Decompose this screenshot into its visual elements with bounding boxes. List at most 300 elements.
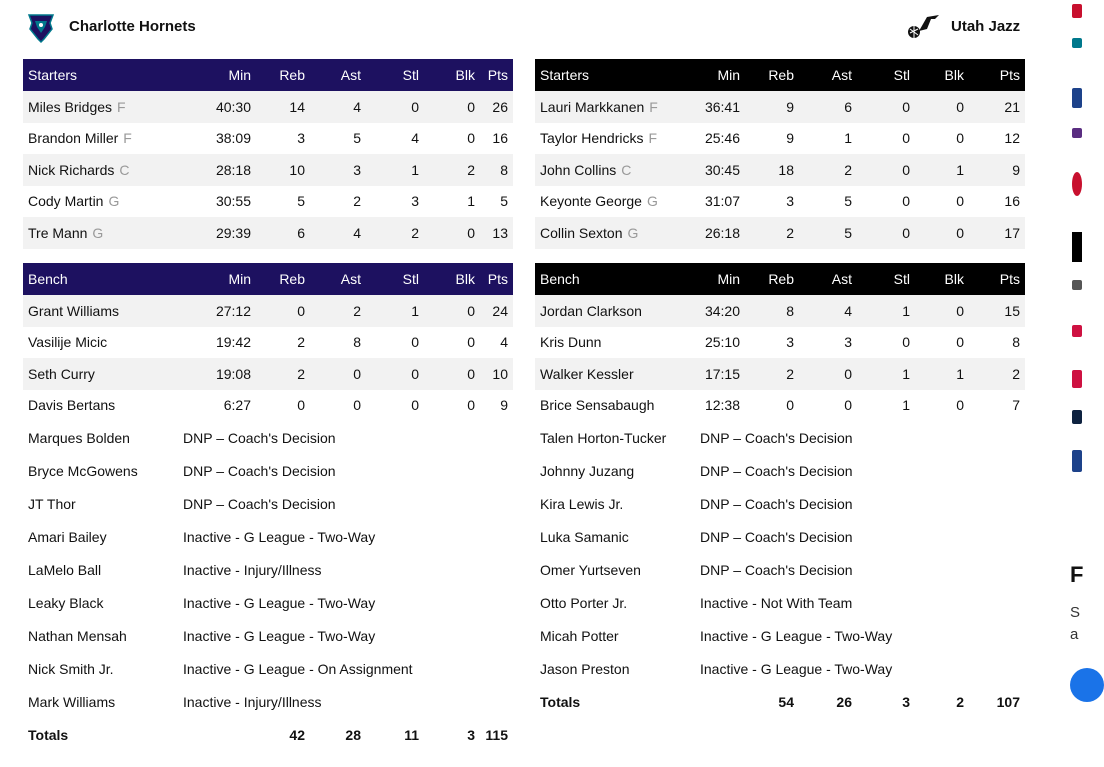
column-header: Blk xyxy=(915,59,969,91)
stat-blk: 0 xyxy=(467,334,475,351)
player-cell xyxy=(23,186,178,218)
dnp-status: DNP – Coach's Decision xyxy=(183,462,336,479)
stat-blk: 0 xyxy=(424,358,480,390)
away-team-name: Utah Jazz xyxy=(951,17,1021,35)
stat-min xyxy=(695,685,745,718)
player-cell xyxy=(23,295,178,327)
player-cell xyxy=(23,217,178,249)
stat-ast: 3 xyxy=(310,154,366,186)
stat-reb: 2 xyxy=(745,217,799,249)
player-name-link[interactable]: Keyonte George xyxy=(540,193,642,210)
player-name-link[interactable]: Tre Mann xyxy=(28,224,88,241)
total-ast: 26 xyxy=(836,693,852,710)
column-header: Blk xyxy=(424,59,480,91)
stat-reb: 9 xyxy=(786,130,794,147)
stat-blk: 0 xyxy=(915,217,969,249)
stat-min: 25:46 xyxy=(704,130,740,147)
player-cell xyxy=(535,123,695,155)
stat-pts: 16 xyxy=(492,130,508,147)
player-cell xyxy=(535,295,695,327)
player-name-link[interactable]: Kira Lewis Jr. xyxy=(540,495,624,512)
player-cell xyxy=(535,553,695,586)
player-cell xyxy=(23,553,178,586)
player-position: F xyxy=(649,98,658,115)
total-pts: 115 xyxy=(485,726,508,743)
stat-pts: 15 xyxy=(969,295,1025,327)
player-cell xyxy=(535,454,695,487)
player-name-link[interactable]: Marques Bolden xyxy=(28,429,130,446)
player-name-link[interactable]: Brice Sensabaugh xyxy=(540,397,655,414)
team-logo-icon[interactable] xyxy=(1072,450,1082,472)
jazz-logo-icon xyxy=(905,9,941,43)
player-cell xyxy=(535,217,695,249)
column-header: Stl xyxy=(366,263,424,295)
sidebar-text-fragment: S xyxy=(1070,604,1081,621)
home-starters-header xyxy=(23,59,513,91)
player-cell xyxy=(23,154,178,186)
team-logo-icon[interactable] xyxy=(1072,128,1082,138)
stat-min: 36:41 xyxy=(695,91,745,123)
player-name-link[interactable]: Collin Sexton xyxy=(540,224,623,241)
team-logo-icon[interactable] xyxy=(1072,4,1082,18)
stat-reb: 18 xyxy=(745,154,799,186)
stat-min: 30:45 xyxy=(695,154,745,186)
home-team-header[interactable] xyxy=(23,8,196,44)
player-name-link[interactable]: John Collins xyxy=(540,161,617,178)
player-name-link[interactable]: Seth Curry xyxy=(28,365,95,382)
dnp-status: DNP – Coach's Decision xyxy=(700,462,853,479)
column-header: Pts xyxy=(480,59,513,91)
totals-label: Totals xyxy=(28,726,69,743)
dnp-row[interactable] xyxy=(23,652,513,685)
player-name-link[interactable]: Omer Yurtseven xyxy=(540,561,641,578)
stat-blk: 2 xyxy=(424,154,480,186)
stat-pts: 24 xyxy=(480,295,513,327)
stat-pts: 13 xyxy=(480,217,513,249)
column-header: Reb xyxy=(745,59,799,91)
column-header: Bench xyxy=(535,263,695,295)
dnp-status: DNP – Coach's Decision xyxy=(183,429,336,446)
player-name-link[interactable]: LaMelo Ball xyxy=(28,561,102,578)
stat-pts: 12 xyxy=(1004,130,1020,147)
stat-min: 6:27 xyxy=(223,397,251,414)
stat-blk: 0 xyxy=(915,295,969,327)
stat-stl: 0 xyxy=(411,334,419,351)
stat-ast: 1 xyxy=(844,130,852,147)
stat-min: 38:09 xyxy=(215,130,251,147)
total-blk: 2 xyxy=(956,693,964,710)
player-cell xyxy=(23,619,178,652)
action-button[interactable] xyxy=(1070,668,1104,702)
player-name-link[interactable]: Nathan Mensah xyxy=(28,627,127,644)
cropped-sidebar xyxy=(1062,0,1084,767)
stat-reb: 2 xyxy=(745,358,799,390)
player-cell xyxy=(23,685,178,718)
stat-blk: 0 xyxy=(424,217,480,249)
dnp-row[interactable] xyxy=(535,487,1025,520)
table-row[interactable] xyxy=(23,295,513,327)
player-cell xyxy=(23,652,178,685)
stat-reb: 2 xyxy=(256,358,310,390)
stat-blk: 0 xyxy=(424,91,480,123)
dnp-row[interactable] xyxy=(23,586,513,619)
stat-ast: 5 xyxy=(844,193,852,210)
stat-reb: 9 xyxy=(745,91,799,123)
column-header: Stl xyxy=(857,263,915,295)
dnp-row[interactable] xyxy=(535,553,1025,586)
player-cell xyxy=(23,390,178,422)
player-cell xyxy=(23,520,178,553)
player-cell xyxy=(535,186,695,218)
totals-label: Totals xyxy=(540,693,581,710)
stat-reb: 2 xyxy=(297,334,305,351)
table-row[interactable] xyxy=(535,186,1025,218)
player-name-link[interactable]: Amari Bailey xyxy=(28,528,107,545)
team-logo-icon[interactable] xyxy=(1072,370,1082,388)
player-cell xyxy=(535,520,695,553)
stat-blk: 0 xyxy=(915,91,969,123)
stat-min: 29:39 xyxy=(178,217,256,249)
player-position: C xyxy=(119,161,130,178)
stat-pts: 21 xyxy=(969,91,1025,123)
table-row[interactable] xyxy=(23,123,513,155)
column-header: Reb xyxy=(256,59,310,91)
stat-blk: 1 xyxy=(915,154,969,186)
player-cell xyxy=(23,123,178,155)
player-cell xyxy=(535,421,695,454)
away-bench-section xyxy=(535,263,1025,718)
table-row[interactable] xyxy=(535,154,1025,186)
stat-min: 12:38 xyxy=(704,397,740,414)
stat-stl: 0 xyxy=(857,154,915,186)
team-logo-icon[interactable] xyxy=(1072,172,1082,196)
table-row[interactable] xyxy=(23,358,513,390)
stat-ast: 2 xyxy=(310,295,366,327)
player-position: G xyxy=(108,193,120,210)
sidebar-header-block xyxy=(1072,232,1082,262)
dnp-row[interactable] xyxy=(23,619,513,652)
player-name-link[interactable]: Jason Preston xyxy=(540,660,630,677)
stat-ast: 8 xyxy=(353,334,361,351)
dnp-row[interactable] xyxy=(535,652,1025,685)
dnp-row[interactable] xyxy=(23,421,513,454)
stat-reb: 3 xyxy=(786,334,794,351)
stat-stl: 1 xyxy=(857,295,915,327)
stat-ast: 4 xyxy=(799,295,857,327)
dnp-status: DNP – Coach's Decision xyxy=(183,495,336,512)
dnp-status: DNP – Coach's Decision xyxy=(700,429,853,446)
table-row[interactable] xyxy=(535,217,1025,249)
stat-pts: 4 xyxy=(500,334,508,351)
dnp-row[interactable] xyxy=(23,685,513,718)
stat-pts: 9 xyxy=(500,397,508,414)
stat-reb: 3 xyxy=(297,130,305,147)
dnp-status: Inactive - G League - Two-Way xyxy=(183,627,376,644)
stat-blk: 0 xyxy=(956,334,964,351)
player-cell xyxy=(23,421,178,454)
player-name-link[interactable]: Bryce McGowens xyxy=(28,462,138,479)
dnp-row[interactable] xyxy=(535,586,1025,619)
stat-ast: 0 xyxy=(353,397,361,414)
column-header: Stl xyxy=(366,59,424,91)
dnp-status: Inactive - G League - Two-Way xyxy=(183,594,376,611)
stat-ast: 0 xyxy=(310,358,366,390)
home-starters-table xyxy=(23,59,513,249)
player-position: F xyxy=(648,130,658,147)
dnp-row[interactable] xyxy=(23,454,513,487)
player-cell xyxy=(535,652,695,685)
stat-reb: 0 xyxy=(297,397,305,414)
player-name-link[interactable]: Brandon Miller xyxy=(28,130,119,147)
stat-reb: 3 xyxy=(786,193,794,210)
totals-row xyxy=(535,685,1025,718)
stat-pts: 7 xyxy=(1012,397,1020,414)
dnp-status: Inactive - Injury/Illness xyxy=(183,561,322,578)
column-header: Ast xyxy=(799,59,857,91)
stat-reb: 0 xyxy=(786,397,794,414)
column-header: Bench xyxy=(23,263,178,295)
stat-stl: 0 xyxy=(902,334,910,351)
column-header: Starters xyxy=(535,59,695,91)
table-row[interactable] xyxy=(23,186,513,218)
stat-stl: 1 xyxy=(857,358,915,390)
home-bench-table xyxy=(23,263,513,751)
player-name-link[interactable]: Micah Potter xyxy=(540,627,619,644)
stat-stl: 4 xyxy=(411,130,419,147)
dnp-status: Inactive - Not With Team xyxy=(700,594,853,611)
player-name-link[interactable]: Miles Bridges xyxy=(28,98,113,115)
stat-stl: 1 xyxy=(366,295,424,327)
player-name-link[interactable]: Mark Williams xyxy=(28,693,116,710)
dnp-status: DNP – Coach's Decision xyxy=(700,528,853,545)
stat-blk: 1 xyxy=(467,193,475,210)
column-header: Reb xyxy=(745,263,799,295)
team-logo-icon[interactable] xyxy=(1072,88,1082,108)
dnp-row[interactable] xyxy=(535,454,1025,487)
dnp-status: Inactive - G League - On Assignment xyxy=(183,660,413,677)
stat-min xyxy=(178,718,256,751)
stat-pts: 8 xyxy=(480,154,513,186)
home-bench-section xyxy=(23,263,513,751)
stat-stl: 0 xyxy=(902,130,910,147)
player-name-link[interactable]: Davis Bertans xyxy=(28,397,116,414)
total-stl: 3 xyxy=(902,693,910,710)
player-cell xyxy=(535,154,695,186)
stat-blk: 0 xyxy=(424,295,480,327)
player-cell xyxy=(23,454,178,487)
player-name-link[interactable]: Luka Samanic xyxy=(540,528,629,545)
column-header: Ast xyxy=(799,263,857,295)
player-name-link[interactable]: Taylor Hendricks xyxy=(540,130,644,147)
player-name-link[interactable]: Otto Porter Jr. xyxy=(540,594,628,611)
stat-min: 31:07 xyxy=(704,193,740,210)
stat-blk: 0 xyxy=(956,397,964,414)
stat-pts: 2 xyxy=(969,358,1025,390)
player-name-link[interactable]: Johnny Juzang xyxy=(540,462,635,479)
stat-reb: 10 xyxy=(256,154,310,186)
dnp-row[interactable] xyxy=(535,421,1025,454)
dnp-row[interactable] xyxy=(23,487,513,520)
dnp-status: DNP – Coach's Decision xyxy=(700,495,853,512)
stat-min: 30:55 xyxy=(215,193,251,210)
column-header: Blk xyxy=(915,263,969,295)
stat-min: 17:15 xyxy=(695,358,745,390)
player-name-link[interactable]: Cody Martin xyxy=(28,193,104,210)
stat-ast: 2 xyxy=(799,154,857,186)
player-cell xyxy=(535,91,695,123)
stat-blk: 0 xyxy=(956,193,964,210)
player-cell xyxy=(535,619,695,652)
stat-pts: 26 xyxy=(480,91,513,123)
dnp-row[interactable] xyxy=(23,553,513,586)
stat-blk: 0 xyxy=(467,130,475,147)
stat-ast: 0 xyxy=(844,397,852,414)
dnp-row[interactable] xyxy=(535,520,1025,553)
stat-stl: 1 xyxy=(366,154,424,186)
table-row[interactable] xyxy=(535,295,1025,327)
player-position: C xyxy=(621,161,632,178)
dnp-status: Inactive - G League - Two-Way xyxy=(700,660,893,677)
stat-min: 25:10 xyxy=(704,334,740,351)
team-logo-icon[interactable] xyxy=(1072,280,1082,290)
player-name-link[interactable]: Leaky Black xyxy=(28,594,104,611)
column-header: Min xyxy=(178,59,256,91)
player-position: G xyxy=(646,193,658,210)
stat-ast: 4 xyxy=(310,91,366,123)
stat-pts: 8 xyxy=(1012,334,1020,351)
sidebar-text-fragment: a xyxy=(1070,626,1079,643)
player-position: G xyxy=(627,224,639,241)
away-starters-table xyxy=(535,59,1025,249)
player-cell xyxy=(23,586,178,619)
stat-ast: 0 xyxy=(799,358,857,390)
player-name-link[interactable]: Walker Kessler xyxy=(540,365,634,382)
table-row[interactable] xyxy=(23,154,513,186)
player-name-link[interactable]: Talen Horton-Tucker xyxy=(540,429,667,446)
column-header: Min xyxy=(178,263,256,295)
table-row[interactable] xyxy=(23,327,513,359)
stat-ast: 5 xyxy=(353,130,361,147)
column-header: Starters xyxy=(23,59,178,91)
player-cell xyxy=(23,358,178,390)
column-header: Reb xyxy=(256,263,310,295)
player-name-link[interactable]: Nick Smith Jr. xyxy=(28,660,114,677)
table-row[interactable] xyxy=(535,390,1025,422)
column-header: Pts xyxy=(969,59,1025,91)
player-name-link[interactable]: Kris Dunn xyxy=(540,334,602,351)
stat-reb: 6 xyxy=(256,217,310,249)
stat-pts: 16 xyxy=(1004,193,1020,210)
home-starters-section xyxy=(23,59,513,249)
stat-stl: 0 xyxy=(902,193,910,210)
stat-stl: 0 xyxy=(857,217,915,249)
player-position: F xyxy=(117,98,126,115)
stat-ast: 2 xyxy=(353,193,361,210)
away-bench-header xyxy=(535,263,1025,295)
stat-pts: 17 xyxy=(969,217,1025,249)
stat-stl: 0 xyxy=(366,91,424,123)
table-row[interactable] xyxy=(535,327,1025,359)
total-blk: 3 xyxy=(467,726,475,743)
dnp-status: Inactive - G League - Two-Way xyxy=(183,528,376,545)
total-stl: 11 xyxy=(404,726,419,743)
stat-reb: 0 xyxy=(256,295,310,327)
stat-min: 19:42 xyxy=(215,334,251,351)
stat-stl: 2 xyxy=(366,217,424,249)
stat-pts: 10 xyxy=(480,358,513,390)
stat-stl: 0 xyxy=(366,358,424,390)
table-row[interactable] xyxy=(535,91,1025,123)
stat-stl: 0 xyxy=(411,397,419,414)
home-bench-header xyxy=(23,263,513,295)
table-row[interactable] xyxy=(23,91,513,123)
player-name-link[interactable]: Lauri Markkanen xyxy=(540,98,645,115)
hornets-logo-icon xyxy=(23,9,59,43)
stat-min: 40:30 xyxy=(178,91,256,123)
stat-ast: 3 xyxy=(844,334,852,351)
dnp-row[interactable] xyxy=(535,619,1025,652)
column-header: Blk xyxy=(424,263,480,295)
player-name-link[interactable]: Jordan Clarkson xyxy=(540,302,642,319)
column-header: Min xyxy=(695,263,745,295)
dnp-status: Inactive - G League - Two-Way xyxy=(700,627,893,644)
stat-stl: 3 xyxy=(411,193,419,210)
table-row[interactable] xyxy=(535,123,1025,155)
stat-reb: 14 xyxy=(256,91,310,123)
team-logo-icon[interactable] xyxy=(1072,325,1082,337)
player-cell xyxy=(535,487,695,520)
column-header: Min xyxy=(695,59,745,91)
away-starters-section xyxy=(535,59,1025,249)
team-logo-icon[interactable] xyxy=(1072,38,1082,48)
column-header: Ast xyxy=(310,263,366,295)
column-header: Pts xyxy=(480,263,513,295)
table-row[interactable] xyxy=(535,358,1025,390)
away-starters-header xyxy=(535,59,1025,91)
player-cell xyxy=(23,327,178,359)
table-row[interactable] xyxy=(23,217,513,249)
player-cell xyxy=(535,390,695,422)
stat-min: 19:08 xyxy=(178,358,256,390)
stat-blk: 1 xyxy=(915,358,969,390)
table-row[interactable] xyxy=(23,390,513,422)
team-logo-icon[interactable] xyxy=(1072,410,1082,424)
stat-min: 28:18 xyxy=(178,154,256,186)
player-name-link[interactable]: Grant Williams xyxy=(28,302,120,319)
stat-reb: 8 xyxy=(745,295,799,327)
totals-row xyxy=(23,718,513,751)
away-team-header[interactable] xyxy=(905,8,1020,44)
sidebar-heading-fragment: F xyxy=(1070,562,1084,587)
player-name-link[interactable]: JT Thor xyxy=(28,495,76,512)
stat-ast: 4 xyxy=(310,217,366,249)
player-cell xyxy=(535,358,695,390)
stat-reb: 5 xyxy=(297,193,305,210)
stat-pts: 5 xyxy=(500,193,508,210)
dnp-row[interactable] xyxy=(23,520,513,553)
stat-min: 27:12 xyxy=(178,295,256,327)
total-reb: 54 xyxy=(778,693,794,710)
player-name-link[interactable]: Vasilije Micic xyxy=(28,334,108,351)
player-position: G xyxy=(92,224,104,241)
stat-blk: 0 xyxy=(467,397,475,414)
stat-min: 34:20 xyxy=(695,295,745,327)
stat-stl: 1 xyxy=(902,397,910,414)
stat-min: 26:18 xyxy=(695,217,745,249)
stat-blk: 0 xyxy=(956,130,964,147)
player-name-link[interactable]: Nick Richards xyxy=(28,161,115,178)
dnp-status: Inactive - Injury/Illness xyxy=(183,693,322,710)
